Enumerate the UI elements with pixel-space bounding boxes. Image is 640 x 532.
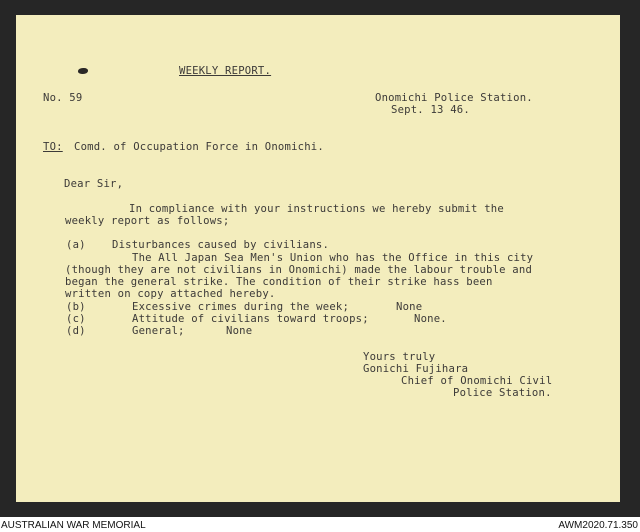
signer-title-line-2: Police Station. [453,387,552,399]
ink-smudge [78,68,88,74]
item-d-label: (d) [66,325,86,337]
item-c-text: Attitude of civilians toward troops; [132,313,369,325]
item-a-heading: Disturbances caused by civilians. [112,239,330,251]
item-a-body-line: The All Japan Sea Men's Union who has the Office in this city [132,252,534,264]
document-page [16,15,620,502]
signer-title-line-1: Chief of Onomichi Civil [401,375,553,387]
salutation: Dear Sir, [64,178,124,190]
to-label: TO: [43,141,63,153]
station-name: Onomichi Police Station. [375,92,533,104]
report-date: Sept. 13 46. [391,104,470,116]
archive-id: AWM2020.71.350 [558,520,638,531]
intro-line-1: In compliance with your instructions we hereby submit the [129,203,504,215]
item-d-text: General; [132,325,185,337]
item-d-value: None [226,325,253,337]
report-title: WEEKLY REPORT. [179,65,272,77]
item-b-label: (b) [66,301,86,313]
signer-name: Gonichi Fujihara [363,363,469,375]
item-a-body-line: began the general strike. The condition of their strike hass been [65,276,493,288]
report-number: No. 59 [43,92,83,104]
intro-line-2: weekly report as follows; [65,215,230,227]
item-a-body-line: (though they are not civilians in Onomichi) made the labour trouble and [65,264,533,276]
item-a-body-line: written on copy attached hereby. [65,288,276,300]
recipient: Comd. of Occupation Force in Onomichi. [74,141,324,153]
item-c-value: None. [414,313,447,325]
item-c-label: (c) [66,313,86,325]
item-b-value: None [396,301,423,313]
archive-footer [0,519,640,532]
item-b-text: Excessive crimes during the week; [132,301,350,313]
item-a-label: (a) [66,239,86,251]
archive-name: AUSTRALIAN WAR MEMORIAL [1,520,146,531]
closing: Yours truly [363,351,436,363]
